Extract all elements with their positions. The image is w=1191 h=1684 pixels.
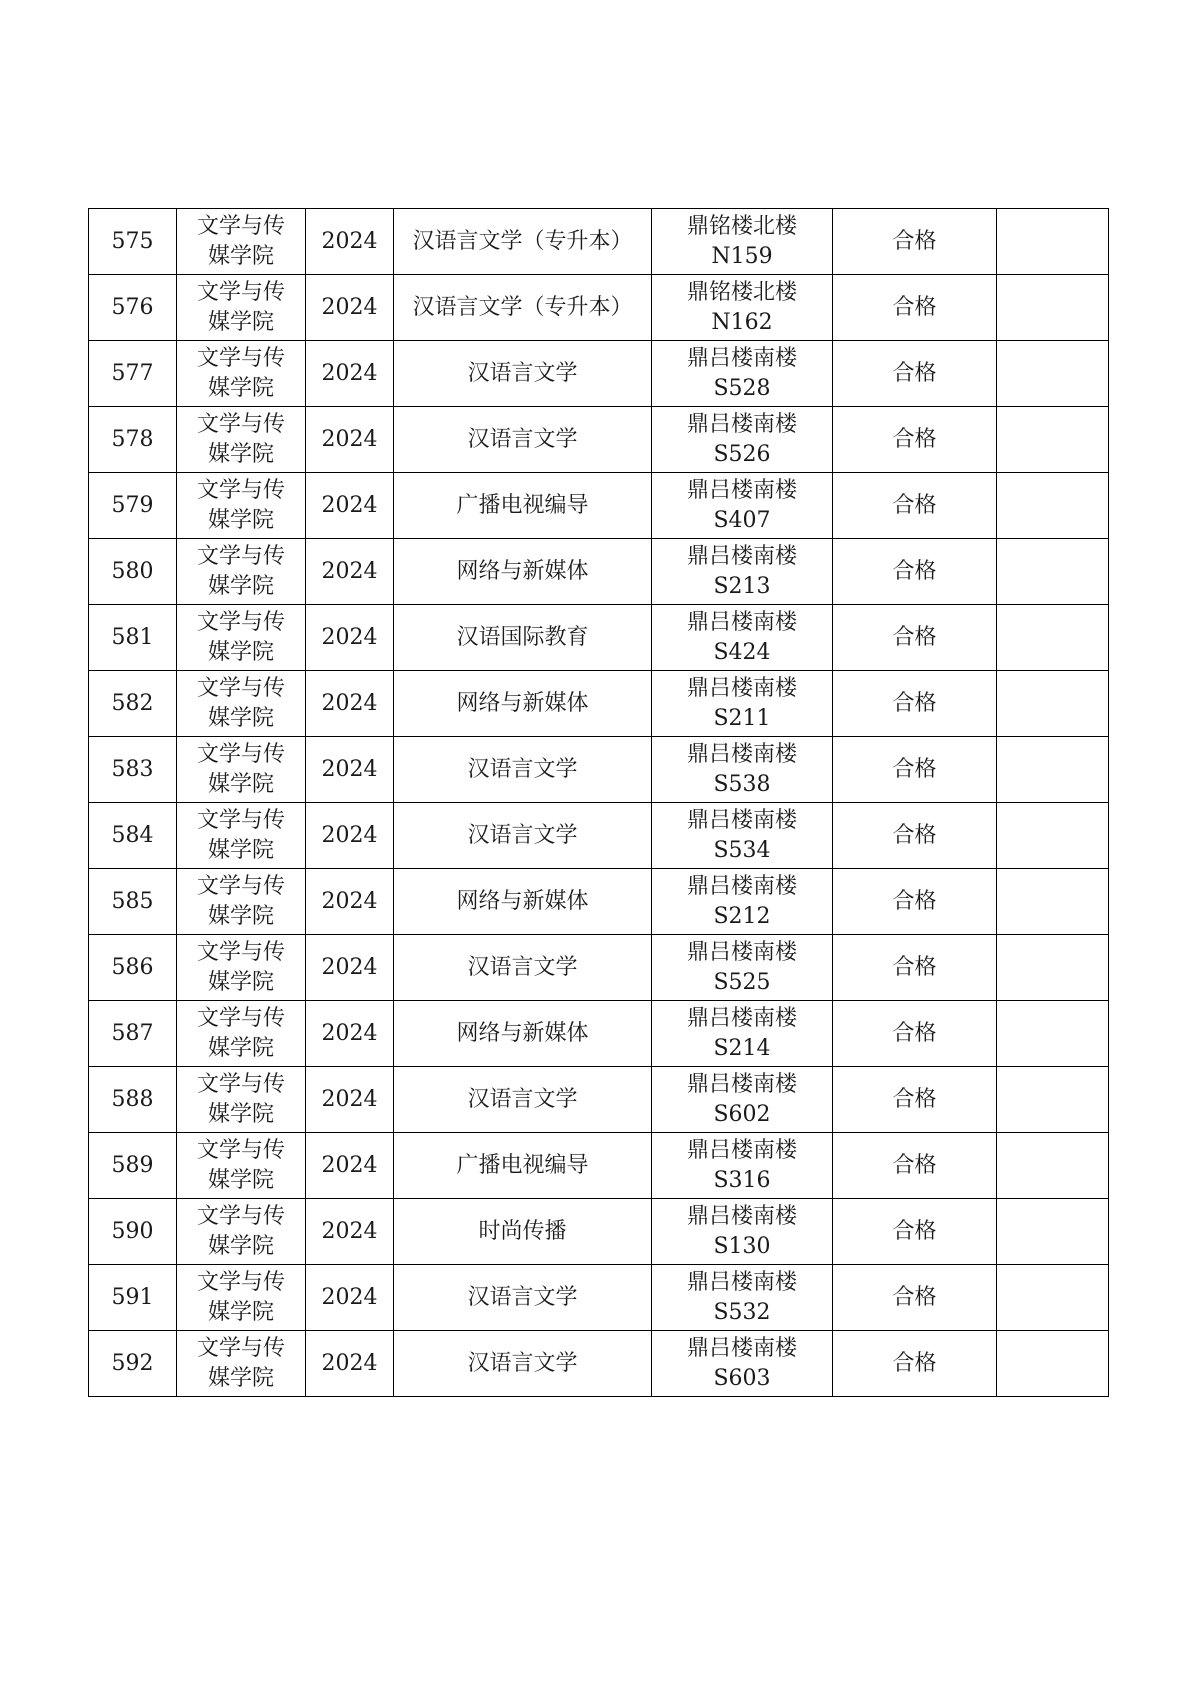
table-row: [89, 1265, 1109, 1331]
building-name: 鼎吕楼南楼: [686, 1335, 797, 1361]
college-line-1: 文学与传: [196, 939, 285, 965]
room-number: S528: [713, 375, 771, 401]
room-number: S526: [713, 441, 771, 467]
table-row: [89, 1199, 1109, 1265]
major-cell: 汉语言文学: [394, 1265, 652, 1331]
college-line-2: 媒学院: [207, 1101, 274, 1127]
result-cell: 合格: [833, 209, 997, 275]
document-page: [88, 208, 1108, 1397]
college-line-1: 文学与传: [196, 675, 285, 701]
college-line-2: 媒学院: [207, 705, 274, 731]
college-line-2: 媒学院: [207, 573, 274, 599]
year-cell: 2024: [306, 407, 394, 473]
table-row: [89, 473, 1109, 539]
college-cell: [177, 671, 306, 737]
dorm-room-cell: [652, 1199, 833, 1265]
room-number: S602: [713, 1101, 771, 1127]
year-cell: 2024: [306, 737, 394, 803]
room-number: S130: [713, 1233, 771, 1259]
major-cell: 网络与新媒体: [394, 1001, 652, 1067]
dorm-room-cell: [652, 737, 833, 803]
note-cell: [997, 1199, 1109, 1265]
table-row: [89, 935, 1109, 1001]
year-cell: 2024: [306, 869, 394, 935]
note-cell: [997, 1265, 1109, 1331]
result-cell: 合格: [833, 869, 997, 935]
result-cell: 合格: [833, 1265, 997, 1331]
college-line-2: 媒学院: [207, 639, 274, 665]
college-cell: [177, 473, 306, 539]
room-number: S316: [713, 1167, 771, 1193]
result-cell: 合格: [833, 275, 997, 341]
college-line-1: 文学与传: [196, 1335, 285, 1361]
college-line-2: 媒学院: [207, 771, 274, 797]
college-line-2: 媒学院: [207, 1299, 274, 1325]
college-line-2: 媒学院: [207, 507, 274, 533]
building-name: 鼎吕楼南楼: [686, 609, 797, 635]
result-cell: 合格: [833, 1001, 997, 1067]
building-name: 鼎吕楼南楼: [686, 1005, 797, 1031]
year-cell: 2024: [306, 605, 394, 671]
building-name: 鼎吕楼南楼: [686, 345, 797, 371]
dorm-room-cell: [652, 935, 833, 1001]
serial-number-cell: 581: [89, 605, 177, 671]
serial-number-cell: 584: [89, 803, 177, 869]
note-cell: [997, 1067, 1109, 1133]
result-cell: 合格: [833, 737, 997, 803]
year-cell: 2024: [306, 803, 394, 869]
note-cell: [997, 473, 1109, 539]
college-line-1: 文学与传: [196, 1203, 285, 1229]
result-cell: 合格: [833, 935, 997, 1001]
building-name: 鼎吕楼南楼: [686, 873, 797, 899]
result-cell: 合格: [833, 473, 997, 539]
building-name: 鼎吕楼南楼: [686, 741, 797, 767]
college-cell: [177, 275, 306, 341]
note-cell: [997, 539, 1109, 605]
result-cell: 合格: [833, 341, 997, 407]
college-line-1: 文学与传: [196, 1071, 285, 1097]
serial-number-cell: 587: [89, 1001, 177, 1067]
building-name: 鼎吕楼南楼: [686, 1071, 797, 1097]
note-cell: [997, 737, 1109, 803]
dorm-room-cell: [652, 209, 833, 275]
room-number: N159: [711, 243, 773, 269]
college-line-1: 文学与传: [196, 477, 285, 503]
result-cell: 合格: [833, 1133, 997, 1199]
year-cell: 2024: [306, 1265, 394, 1331]
building-name: 鼎吕楼南楼: [686, 1269, 797, 1295]
table-row: [89, 1331, 1109, 1397]
note-cell: [997, 1331, 1109, 1397]
college-cell: [177, 1265, 306, 1331]
college-line-1: 文学与传: [196, 807, 285, 833]
dorm-room-cell: [652, 539, 833, 605]
room-number: S212: [713, 903, 771, 929]
dorm-room-cell: [652, 1331, 833, 1397]
building-name: 鼎吕楼南楼: [686, 477, 797, 503]
result-cell: 合格: [833, 803, 997, 869]
college-line-2: 媒学院: [207, 969, 274, 995]
college-cell: [177, 803, 306, 869]
college-line-1: 文学与传: [196, 411, 285, 437]
table-row: [89, 407, 1109, 473]
table-row: [89, 209, 1109, 275]
building-name: 鼎吕楼南楼: [686, 1203, 797, 1229]
year-cell: 2024: [306, 671, 394, 737]
dorm-room-cell: [652, 671, 833, 737]
building-name: 鼎铭楼北楼: [686, 213, 797, 239]
college-cell: [177, 1133, 306, 1199]
note-cell: [997, 935, 1109, 1001]
major-cell: 汉语言文学: [394, 1067, 652, 1133]
table-row: [89, 869, 1109, 935]
major-cell: 时尚传播: [394, 1199, 652, 1265]
dorm-room-cell: [652, 407, 833, 473]
table-row: [89, 671, 1109, 737]
serial-number-cell: 590: [89, 1199, 177, 1265]
table-row: [89, 341, 1109, 407]
table-body: [89, 209, 1109, 1397]
college-line-2: 媒学院: [207, 1167, 274, 1193]
building-name: 鼎吕楼南楼: [686, 1137, 797, 1163]
college-line-1: 文学与传: [196, 279, 285, 305]
serial-number-cell: 578: [89, 407, 177, 473]
year-cell: 2024: [306, 473, 394, 539]
college-cell: [177, 209, 306, 275]
college-cell: [177, 1001, 306, 1067]
note-cell: [997, 1001, 1109, 1067]
college-line-2: 媒学院: [207, 1035, 274, 1061]
note-cell: [997, 671, 1109, 737]
table-row: [89, 605, 1109, 671]
major-cell: 网络与新媒体: [394, 869, 652, 935]
year-cell: 2024: [306, 1067, 394, 1133]
building-name: 鼎吕楼南楼: [686, 675, 797, 701]
dorm-room-cell: [652, 869, 833, 935]
college-line-2: 媒学院: [207, 375, 274, 401]
serial-number-cell: 588: [89, 1067, 177, 1133]
major-cell: 汉语言文学: [394, 341, 652, 407]
room-number: S211: [713, 705, 771, 731]
college-line-2: 媒学院: [207, 1365, 274, 1391]
major-cell: 汉语言文学: [394, 803, 652, 869]
major-cell: 汉语国际教育: [394, 605, 652, 671]
college-cell: [177, 869, 306, 935]
note-cell: [997, 341, 1109, 407]
dorm-room-cell: [652, 1067, 833, 1133]
college-line-2: 媒学院: [207, 1233, 274, 1259]
college-cell: [177, 539, 306, 605]
serial-number-cell: 580: [89, 539, 177, 605]
room-number: S214: [713, 1035, 771, 1061]
note-cell: [997, 209, 1109, 275]
major-cell: 网络与新媒体: [394, 671, 652, 737]
college-line-1: 文学与传: [196, 213, 285, 239]
table-row: [89, 1001, 1109, 1067]
dorm-room-cell: [652, 803, 833, 869]
dorm-room-cell: [652, 1133, 833, 1199]
serial-number-cell: 575: [89, 209, 177, 275]
table-row: [89, 1067, 1109, 1133]
college-cell: [177, 1199, 306, 1265]
year-cell: 2024: [306, 539, 394, 605]
college-line-2: 媒学院: [207, 903, 274, 929]
result-cell: 合格: [833, 605, 997, 671]
college-cell: [177, 407, 306, 473]
college-line-1: 文学与传: [196, 543, 285, 569]
college-line-1: 文学与传: [196, 741, 285, 767]
year-cell: 2024: [306, 1331, 394, 1397]
result-cell: 合格: [833, 1067, 997, 1133]
table-row: [89, 737, 1109, 803]
building-name: 鼎吕楼南楼: [686, 939, 797, 965]
college-line-1: 文学与传: [196, 1005, 285, 1031]
serial-number-cell: 585: [89, 869, 177, 935]
serial-number-cell: 577: [89, 341, 177, 407]
major-cell: 广播电视编导: [394, 1133, 652, 1199]
major-cell: 汉语言文学: [394, 407, 652, 473]
dorm-room-cell: [652, 605, 833, 671]
room-number: S532: [713, 1299, 771, 1325]
table-row: [89, 803, 1109, 869]
college-cell: [177, 1067, 306, 1133]
room-number: S407: [713, 507, 771, 533]
table-row: [89, 1133, 1109, 1199]
college-line-1: 文学与传: [196, 609, 285, 635]
college-cell: [177, 1331, 306, 1397]
serial-number-cell: 579: [89, 473, 177, 539]
college-line-1: 文学与传: [196, 873, 285, 899]
serial-number-cell: 589: [89, 1133, 177, 1199]
building-name: 鼎吕楼南楼: [686, 411, 797, 437]
year-cell: 2024: [306, 209, 394, 275]
building-name: 鼎吕楼南楼: [686, 807, 797, 833]
major-cell: 汉语言文学: [394, 935, 652, 1001]
major-cell: 汉语言文学: [394, 1331, 652, 1397]
year-cell: 2024: [306, 275, 394, 341]
dorm-room-cell: [652, 341, 833, 407]
room-number: S525: [713, 969, 771, 995]
table-row: [89, 539, 1109, 605]
major-cell: 网络与新媒体: [394, 539, 652, 605]
table-row: [89, 275, 1109, 341]
year-cell: 2024: [306, 1133, 394, 1199]
major-cell: 汉语言文学（专升本）: [394, 209, 652, 275]
college-line-2: 媒学院: [207, 309, 274, 335]
college-cell: [177, 605, 306, 671]
serial-number-cell: 583: [89, 737, 177, 803]
college-line-1: 文学与传: [196, 345, 285, 371]
serial-number-cell: 582: [89, 671, 177, 737]
note-cell: [997, 605, 1109, 671]
college-line-1: 文学与传: [196, 1269, 285, 1295]
result-cell: 合格: [833, 671, 997, 737]
college-cell: [177, 935, 306, 1001]
year-cell: 2024: [306, 1199, 394, 1265]
note-cell: [997, 1133, 1109, 1199]
college-line-1: 文学与传: [196, 1137, 285, 1163]
result-cell: 合格: [833, 1331, 997, 1397]
dorm-room-cell: [652, 1265, 833, 1331]
result-cell: 合格: [833, 539, 997, 605]
serial-number-cell: 592: [89, 1331, 177, 1397]
room-number: S538: [713, 771, 771, 797]
major-cell: 汉语言文学（专升本）: [394, 275, 652, 341]
dorm-room-cell: [652, 473, 833, 539]
major-cell: 广播电视编导: [394, 473, 652, 539]
year-cell: 2024: [306, 1001, 394, 1067]
room-number: S213: [713, 573, 771, 599]
note-cell: [997, 803, 1109, 869]
major-cell: 汉语言文学: [394, 737, 652, 803]
year-cell: 2024: [306, 341, 394, 407]
room-number: S424: [713, 639, 771, 665]
serial-number-cell: 586: [89, 935, 177, 1001]
results-table: [88, 208, 1109, 1397]
result-cell: 合格: [833, 1199, 997, 1265]
room-number: N162: [711, 309, 773, 335]
result-cell: 合格: [833, 407, 997, 473]
dorm-room-cell: [652, 275, 833, 341]
college-cell: [177, 341, 306, 407]
room-number: S603: [713, 1365, 771, 1391]
dorm-room-cell: [652, 1001, 833, 1067]
room-number: S534: [713, 837, 771, 863]
serial-number-cell: 591: [89, 1265, 177, 1331]
college-line-2: 媒学院: [207, 837, 274, 863]
building-name: 鼎铭楼北楼: [686, 279, 797, 305]
college-line-2: 媒学院: [207, 441, 274, 467]
serial-number-cell: 576: [89, 275, 177, 341]
note-cell: [997, 275, 1109, 341]
college-cell: [177, 737, 306, 803]
building-name: 鼎吕楼南楼: [686, 543, 797, 569]
college-line-2: 媒学院: [207, 243, 274, 269]
year-cell: 2024: [306, 935, 394, 1001]
note-cell: [997, 407, 1109, 473]
note-cell: [997, 869, 1109, 935]
